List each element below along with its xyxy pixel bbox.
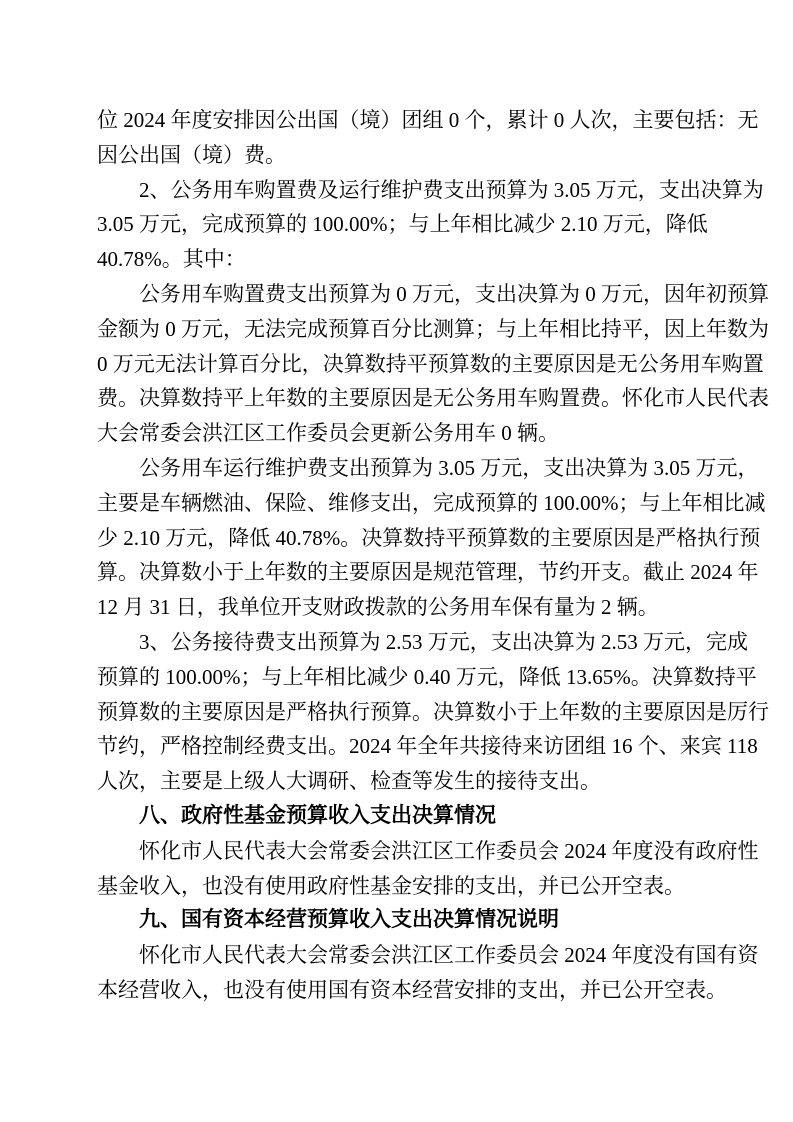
text-line: 基金收入，也没有使用政府性基金安排的支出，并已公开空表。 bbox=[97, 873, 685, 898]
text-line: 公务用车运行维护费支出预算为 3.05 万元，支出决算为 3.05 万元， bbox=[139, 455, 759, 480]
section-heading-8: 八、政府性基金预算收入支出决算情况 bbox=[139, 803, 496, 827]
text-line: 12 月 31 日，我单位开支财政拨款的公务用车保有量为 2 辆。 bbox=[97, 595, 659, 620]
text-line: 费。决算数持平上年数的主要原因是无公务用车购置费。怀化市人民代表 bbox=[97, 386, 769, 411]
text-line: 金额为 0 万元，无法完成预算百分比测算；与上年相比持平，因上年数为 bbox=[97, 316, 769, 341]
text-line: 怀化市人民代表大会常委会洪江区工作委员会 2024 年度没有国有资 bbox=[139, 943, 759, 968]
text-line: 公务用车购置费支出预算为 0 万元，支出决算为 0 万元，因年初预算 bbox=[139, 281, 769, 306]
text-line: 位 2024 年度安排因公出国（境）团组 0 个，累计 0 人次，主要包括：无 bbox=[97, 108, 759, 132]
document-text-block bbox=[97, 103, 769, 1008]
text-line: 40.78%。其中： bbox=[97, 247, 246, 272]
text-line: 人次，主要是上级人大调研、检查等发生的接待支出。 bbox=[97, 769, 601, 794]
text-line: 因公出国（境）费。 bbox=[97, 142, 286, 167]
section-heading-9: 九、国有资本经营预算收入支出决算情况说明 bbox=[139, 908, 559, 932]
text-line: 节约，严格控制经费支出。2024 年全年共接待来访团组 16 个、来宾 118 bbox=[97, 734, 758, 759]
text-line: 怀化市人民代表大会常委会洪江区工作委员会 2024 年度没有政府性 bbox=[139, 838, 759, 863]
text-line: 3、公务接待费支出预算为 2.53 万元，支出决算为 2.53 万元，完成 bbox=[139, 629, 748, 654]
text-line: 主要是车辆燃油、保险、维修支出，完成预算的 100.00%；与上年相比减 bbox=[97, 490, 766, 515]
text-line: 预算数的主要原因是严格执行预算。决算数小于上年数的主要原因是厉行 bbox=[97, 699, 769, 724]
text-line: 大会常委会洪江区工作委员会更新公务用车 0 辆。 bbox=[97, 421, 559, 446]
text-line: 2、公务用车购置费及运行维护费支出预算为 3.05 万元，支出决算为 bbox=[139, 177, 764, 202]
text-line: 算。决算数小于上年数的主要原因是规范管理，节约开支。截止 2024 年 bbox=[97, 560, 759, 585]
text-line: 3.05 万元，完成预算的 100.00%；与上年相比减少 2.10 万元，降低 bbox=[97, 212, 708, 237]
text-line: 少 2.10 万元，降低 40.78%。决算数持平预算数的主要原因是严格执行预 bbox=[97, 525, 761, 550]
text-line: 0 万元无法计算百分比，决算数持平预算数的主要原因是无公务用车购置 bbox=[97, 351, 764, 376]
text-line: 预算的 100.00%；与上年相比减少 0.40 万元，降低 13.65%。决算数持平 bbox=[97, 664, 757, 689]
text-line: 本经营收入，也没有使用国有资本经营安排的支出，并已公开空表。 bbox=[97, 977, 727, 1002]
